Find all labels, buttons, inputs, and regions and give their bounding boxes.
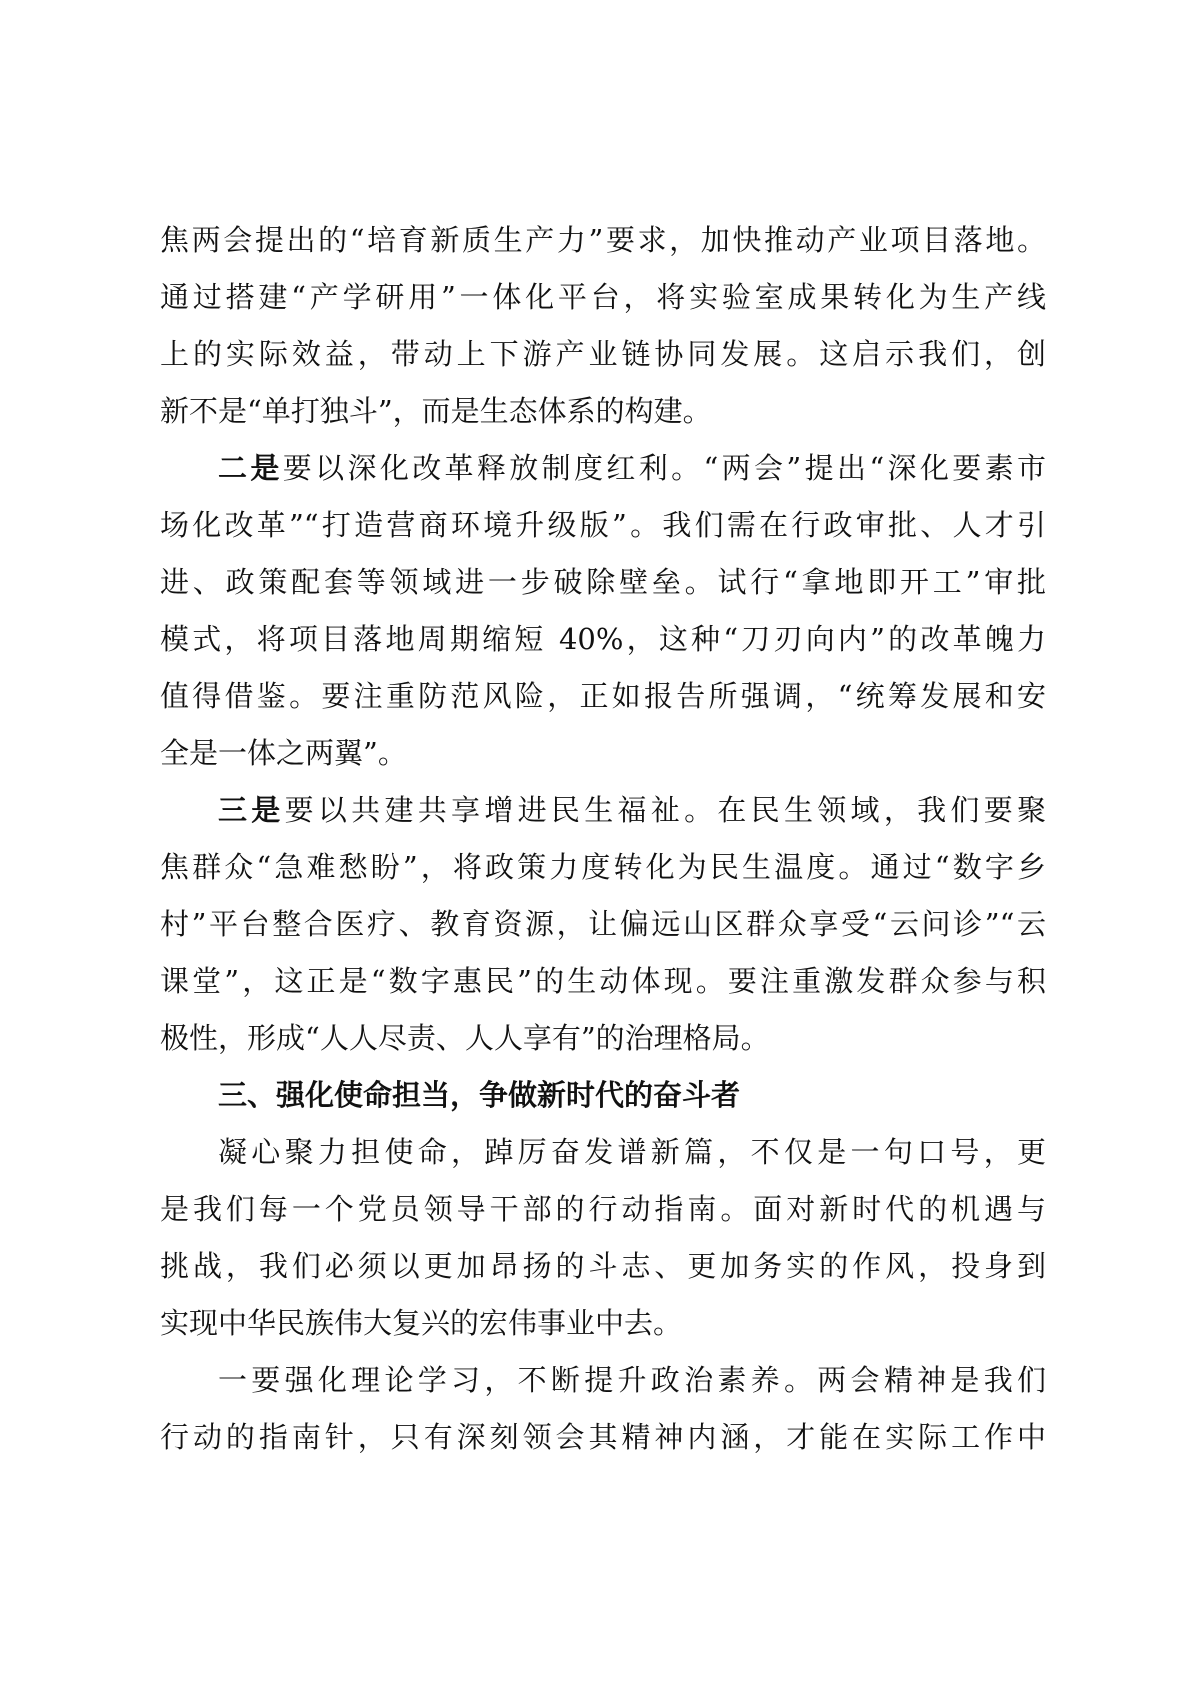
paragraph-first-line — [160, 440, 1046, 497]
paragraph-line: 新不是“单打独斗”，而是生态体系的构建。 — [160, 394, 712, 428]
paragraph-line: 通过搭建“产学研用”一体化平台，将实验室成果转化为生产线 — [160, 280, 1046, 314]
paragraph-line: 上的实际效益，带动上下游产业链协同发展。这启示我们，创 — [160, 337, 1046, 371]
paragraph-line: 焦群众“急难愁盼”，将政策力度转化为民生温度。通过“数字乡 — [160, 850, 1046, 884]
paragraph-line: 极性，形成“人人尽责、人人享有”的治理格局。 — [160, 1021, 770, 1055]
document-body — [160, 212, 1046, 1466]
paragraph-line: 实现中华民族伟大复兴的宏伟事业中去。 — [160, 1306, 683, 1340]
paragraph-line: 焦两会提出的“培育新质生产力”要求，加快推动产业项目落地。 — [160, 223, 1046, 257]
paragraph-line: 场化改革”“打造营商环境升级版”。我们需在行政审批、人才引 — [160, 508, 1046, 542]
paragraph-line: 行动的指南针，只有深刻领会其精神内涵，才能在实际工作中 — [160, 1420, 1046, 1454]
section-heading: 三、强化使命担当，争做新时代的奋斗者 — [218, 1078, 741, 1112]
paragraph-line: 村”平台整合医疗、教育资源，让偏远山区群众享受“云问诊”“云 — [160, 907, 1046, 941]
paragraph-line: 是我们每一个党员领导干部的行动指南。面对新时代的机遇与 — [160, 1192, 1046, 1226]
paragraph-line: 挑战，我们必须以更加昂扬的斗志、更加务实的作风，投身到 — [160, 1249, 1046, 1283]
paragraph-first-rest: 要以共建共享增进民生福祉。在民生领域，我们要聚 — [284, 793, 1046, 827]
paragraph-line: 课堂”，这正是“数字惠民”的生动体现。要注重激发群众参与积 — [160, 964, 1046, 998]
paragraph-first-rest: 要以深化改革释放制度红利。“两会”提出“深化要素市 — [282, 451, 1046, 485]
paragraph-line: 模式，将项目落地周期缩短 40%，这种“刀刃向内”的改革魄力 — [160, 622, 1046, 656]
paragraph-first-line — [160, 782, 1046, 839]
paragraph-lead: 三是 — [218, 793, 285, 827]
paragraph-lead: 二是 — [218, 451, 283, 485]
paragraph-line: 全是一体之两翼”。 — [160, 736, 407, 770]
paragraph-first-line: 凝心聚力担使命，踔厉奋发谱新篇，不仅是一句口号，更 — [218, 1135, 1046, 1169]
paragraph-first-line: 一要强化理论学习，不断提升政治素养。两会精神是我们 — [218, 1363, 1046, 1397]
paragraph-line: 值得借鉴。要注重防范风险，正如报告所强调，“统筹发展和安 — [160, 679, 1046, 713]
paragraph-line: 进、政策配套等领域进一步破除壁垒。试行“拿地即开工”审批 — [160, 565, 1046, 599]
